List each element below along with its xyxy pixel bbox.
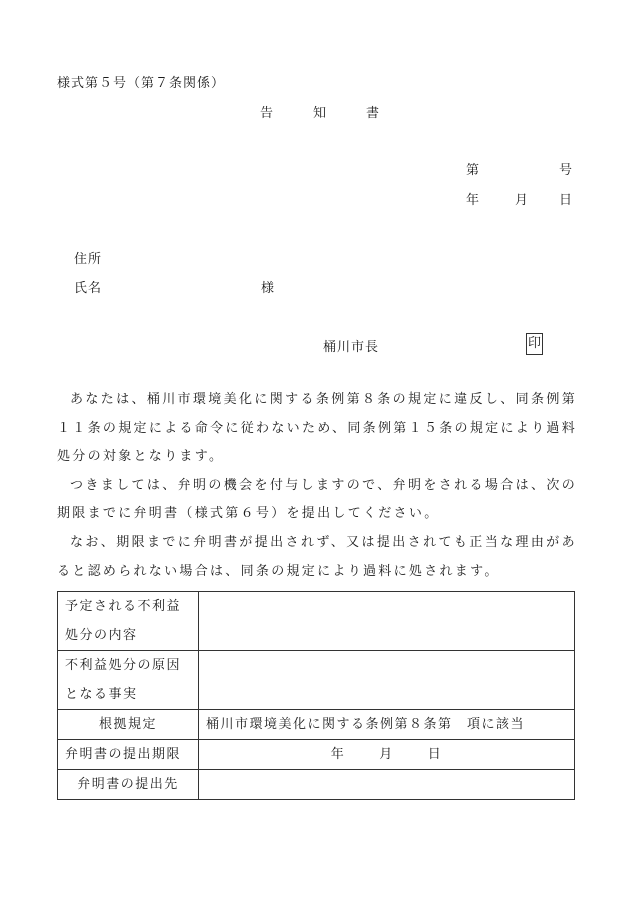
date-month: 月 (515, 193, 529, 208)
row-value-submission-destination (199, 770, 575, 800)
title-char-1: 告 (260, 106, 274, 121)
body-paragraph-3: なお、期限までに弁明書が提出されず、又は提出されても正当な理由があると認められない場合は、同条の規定により過料に処されます。 (57, 534, 577, 579)
seal-mark: 印 (526, 333, 543, 355)
deadline-day: 日 (427, 747, 443, 762)
row-label-cause-facts: 不利益処分の原因となる事実 (58, 651, 199, 710)
issuer-name: 桶川市長 (323, 340, 380, 355)
table-row (58, 710, 575, 740)
table-row (58, 770, 575, 800)
row-label-submission-destination: 弁明書の提出先 (58, 770, 199, 800)
number-suffix: 号 (558, 163, 572, 178)
honorific: 様 (261, 281, 275, 296)
number-prefix: 第 (466, 163, 480, 178)
table-row (58, 592, 575, 651)
body-paragraph-2: つきましては、弁明の機会を付与しますので、弁明をされる場合は、次の期限までに弁明書（様式第６号）を提出してください。 (57, 477, 577, 522)
row-label-legal-basis: 根拠規定 (58, 710, 199, 740)
title-char-2: 知 (313, 106, 327, 121)
row-label-deadline: 弁明書の提出期限 (58, 740, 199, 770)
date-year: 年 (466, 193, 480, 208)
document-title (260, 102, 379, 121)
table-row (58, 740, 575, 770)
row-value-legal-basis: 桶川市環境美化に関する条例第８条第 項に該当 (199, 710, 575, 740)
name-label: 氏名 (74, 281, 103, 296)
date-day: 日 (558, 193, 572, 208)
row-label-disposition-content: 予定される不利益処分の内容 (58, 592, 199, 651)
deadline-year: 年 (330, 747, 346, 762)
form-label: 様式第５号（第７条関係） (57, 76, 226, 91)
address-label: 住所 (74, 252, 103, 267)
row-value-deadline (199, 740, 575, 770)
body-paragraph-1: あなたは、桶川市環境美化に関する条例第８条の規定に違反し、同条例第１１条の規定による命令に従わないため、同条例第１５条の規定により過料処分の対象となります。 (57, 392, 577, 465)
table-row (58, 651, 575, 710)
row-value-cause-facts (199, 651, 575, 710)
deadline-month: 月 (379, 747, 394, 762)
notice-details-table (57, 591, 575, 800)
row-value-disposition-content (199, 592, 575, 651)
notice-body (57, 386, 577, 586)
title-char-3: 書 (366, 106, 380, 121)
